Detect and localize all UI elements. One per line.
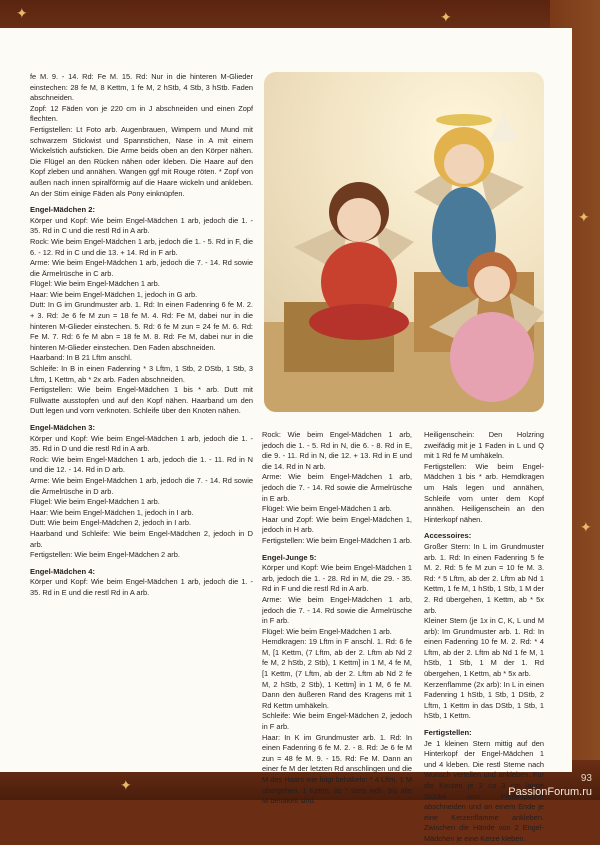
paragraph: Arme: Wie beim Engel-Mädchen 1 arb, jedoch die 7. - 14. Rd sowie die Ärmelrüsche in D arb.: [30, 475, 253, 496]
paragraph: Fertigstellen: Wie beim Engel-Mädchen 1 bis * arb. Dutt mit Füllwatte ausstopfen und auf den Kopf nähen. Haarband um den Dutt legen und vorn verknoten. Schleife über den Knoten nähen.: [30, 385, 253, 416]
star-decoration-icon: ✦: [580, 519, 592, 535]
paragraph: Haarband: In B 21 Lftm anschl.: [30, 353, 132, 363]
column-2: [262, 430, 412, 807]
paragraph: Dutt: In G im Grundmuster arb. 1. Rd: In einen Fadenring 6 fe M. 2. + 3. Rd: Je 6 fe M zun = 18 fe M. 4. Rd: Fe M, dabei nur in die hinteren M-Glieder einstechen. 5. Rd: 6 fe M zun = 24 fe M. 6. Rd: Fe M. 7. Rd: 6 fe M abn = 18 fe M. 8. Rd: Fe M, dabei nur in die hinteren M-Glieder einstechen. Den Faden abschneiden.: [30, 300, 253, 352]
watermark: PassionForum.ru: [508, 786, 592, 798]
paragraph: Schleife: In B in einen Fadenring * 3 Lftm, 1 Stb, 2 DStb, 1 Stb, 3 Lftm, 1 Kettm, ab * 2x arb. Faden abschneiden.: [30, 364, 253, 384]
paragraph: Arme: Wie beim Engel-Mädchen 1 arb, jedoch die 7. - 14. Rd sowie die Ärmelrüsche in C arb.: [30, 258, 253, 278]
paragraph: Kerzenflamme (2x arb): In L in einen Fadenring 1 hStb, 1 Stb, 1 DStb, 2 Lftm, 1 Kettm in das DStb, 1 Stb, 1 hStb, 1 Kettm.: [424, 679, 544, 721]
star-decoration-icon: ✦: [16, 5, 28, 21]
paragraph: Arme: Wie beim Engel-Mädchen 1 arb, jedoch die 7. - 14. Rd sowie die Ärmelrüsche in E arb.: [262, 472, 412, 503]
paragraph: Körper und Kopf: Wie beim Engel-Mädchen 1 arb, jedoch die 1. - 35. Rd in D und die restl Rd in A arb.: [30, 433, 253, 454]
paragraph: Je 1 kleinen Stern mittig auf den Hinterkopf der Engel-Mädchen 1 und 4 kleben. Die restl Sterne nach Wunsch verteilen und ankleben. Für die Kerzen je 2 ca 3 cm lange Stücke vom Pfeifenputzer abschneiden und an einem Ende je eine Kerzenflamme ankleben. Zwischen die Hände von 2 Engel-Mädchen je eine Kerze kleben.: [424, 738, 544, 843]
paragraph: Flügel: Wie beim Engel-Mädchen 1 arb.: [30, 279, 160, 289]
paragraph: Körper und Kopf: Wie beim Engel-Mädchen 1 arb, jedoch die 1. - 35. Rd in E und die restl Rd in A arb.: [30, 577, 253, 597]
paragraph: Heiligenschein: Den Holzring zweifädig mit je 1 Faden in L und Q mit 1 Rd fe M umhäkeln.: [424, 430, 544, 461]
paragraph: Rock: Wie beim Engel-Mädchen 1 arb, jedoch die 1. - 11. Rd in N und die 12. - 14. Rd in D arb.: [30, 454, 253, 475]
section-heading: Engel-Junge 5:: [262, 552, 317, 562]
paragraph: Fertigstellen: Wie beim Engel-Mädchen 1 bis * arb. Hemdkragen um Hals legen und annähen, Schleife vorn unter dem Kopf annähen. Heiligenschein an den Hinterkopf nähen.: [424, 461, 544, 524]
paragraph: Flügel: Wie beim Engel-Mädchen 1 arb.: [262, 504, 392, 514]
paragraph: Fertigstellen: Wie beim Engel-Mädchen 1 arb.: [262, 535, 412, 545]
paragraph: Körper und Kopf: Wie beim Engel-Mädchen 1 arb, jedoch die 1. - 28. Rd in M, die 29. - 35. Rd in F und die restl Rd in A arb.: [262, 563, 412, 594]
paragraph: Großer Stern: In L im Grundmuster arb. 1. Rd: In einen Fadenring 5 fe M. 2. Rd: 5 fe M zun = 10 fe M. 3. Rd: * 5 Lftm, ab der 2. Lftm ab Nd 1 Kettm, 1 fe M, 1 hStb, 1 Stb, 1 M der 2. Rd übergehen, 1 Kettm, ab * 5x arb.: [424, 541, 544, 615]
paragraph: Rock: Wie beim Engel-Mädchen 1 arb, jedoch die 1. - 5. Rd in F, die 6. - 12. Rd in C und die 13. + 14. Rd in F arb.: [30, 236, 253, 257]
paragraph: Haar: In K im Grundmuster arb. 1. Rd: In einen Fadenring 6 fe M. 2. - 8. Rd: Je 6 fe M zun = 48 fe M. 9. - 15. Rd: Fe M. Dann an einer fe M der letzten Rd anschlingen und die M des Haars wie folgt behäkeln: * 4 Lftm, 1 M übergehen, 1 Kettm, ab * stets wdh, bis alle M behäkelt sind.: [262, 732, 412, 806]
column-1: [30, 72, 253, 599]
paragraph: Rock: Wie beim Engel-Mädchen 1 arb, jedoch die 1. - 5. Rd in N, die 6. - 8. Rd in E, die 9. - 11. Rd in N, die 12. + 13. Rd in E und die 14. Rd in N arb.: [262, 430, 412, 471]
paragraph: Hemdkragen: 19 Lftm in F anschl. 1. Rd: 6 fe M, [1 Kettm, (7 Lftm, ab der 2. Lftm ab Nd 2 fe M, 2 hStb, 2 Stb), 1 Kettm] in 1 M, 4 fe M, [1 Kettm, (7 Lftm, ab der 2. Lftm ab Nd 2 fe M, 2 hStb, 2 Stb), 1 Kettm] in 1 M, 6 fe M. Dann den äußeren Rand des Kragens mit 1 Rd Kettm umhäkeln.: [262, 637, 412, 710]
paragraph: Kleiner Stern (je 1x in C, K, L und M arb): Im Grundmuster arb. 1. Rd: In einen Fadenring 10 fe M. 2. Rd: * 4 Lftm, ab der 2. Lftm ab Nd 1 fe M, 1 hStb, 1 Stb, 1 M der 1. Rd übergehen, 1 Kettm, ab * 5x arb.: [424, 616, 544, 679]
section-heading: Engel-Mädchen 2:: [30, 205, 95, 215]
paragraph: Flügel: Wie beim Engel-Mädchen 1 arb.: [262, 626, 392, 636]
paragraph: Haarband und Schleife: Wie beim Engel-Mädchen 2, jedoch in D arb.: [30, 528, 253, 549]
section-heading: Fertigstellen:: [424, 728, 472, 738]
paragraph: Arme: Wie beim Engel-Mädchen 1 arb, jedoch die 7. - 14. Rd sowie die Ärmelrüsche in F arb.: [262, 594, 412, 626]
paragraph: Zopf: 12 Fäden von je 220 cm in J abschneiden und einen Zopf flechten.: [30, 103, 253, 124]
star-decoration-icon: ✦: [578, 209, 590, 225]
paragraph: Schleife: Wie beim Engel-Mädchen 2, jedoch in F arb.: [262, 711, 412, 732]
paragraph: Haar: Wie beim Engel-Mädchen 1, jedoch in I arb.: [30, 507, 194, 517]
star-decoration-icon: ✦: [440, 9, 452, 25]
paragraph: Haar und Zopf: Wie beim Engel-Mädchen 1, jedoch in H arb.: [262, 514, 412, 535]
page-number: 93: [580, 773, 592, 784]
angels-photo: [264, 72, 544, 412]
paragraph: Haar: Wie beim Engel-Mädchen 1, jedoch in G arb.: [30, 289, 198, 299]
paragraph: Flügel: Wie beim Engel-Mädchen 1 arb.: [30, 497, 160, 507]
column-3: [424, 430, 544, 845]
section-heading: Engel-Mädchen 4:: [30, 566, 95, 576]
paragraph: Fertigstellen: Lt Foto arb. Augenbrauen, Wimpern und Mund mit schwarzem Stickwist und Spannstichen, Nase in A mit einem Wickelstich aufsticken. Die Arme beids oben an den Körper nähen. Die Flügel an den Rücken nähen oder kleben. Die Haare auf den Kopf zleben und annähen. Wangen ggf mit Rouge röten. * Zopf von außen nach innen spiralförmig auf die Haare wickeln und ankleben. An der Stirn einige Fäden als Pony einknüpfen.: [30, 124, 253, 198]
paragraph: fe M. 9. - 14. Rd: Fe M. 15. Rd: Nur in die hinteren M-Glieder einstechen: 28 fe M, 8 Kettm, 1 fe M, 2 hStb, 4 Stb, 3 hStb. Faden abschneiden.: [30, 72, 253, 103]
section-heading: Accessoires:: [424, 531, 472, 541]
paragraph: Fertigstellen: Wie beim Engel-Mädchen 2 arb.: [30, 550, 180, 560]
section-heading: Engel-Mädchen 3:: [30, 423, 95, 432]
paragraph: Dutt: Wie beim Engel-Mädchen 2, jedoch in I arb.: [30, 518, 192, 528]
angels-illustration: [264, 72, 544, 412]
paragraph: Körper und Kopf: Wie beim Engel-Mädchen 1 arb, jedoch die 1. - 35. Rd in C und die restl Rd in A arb.: [30, 215, 253, 236]
star-decoration-icon: ✦: [120, 777, 132, 793]
